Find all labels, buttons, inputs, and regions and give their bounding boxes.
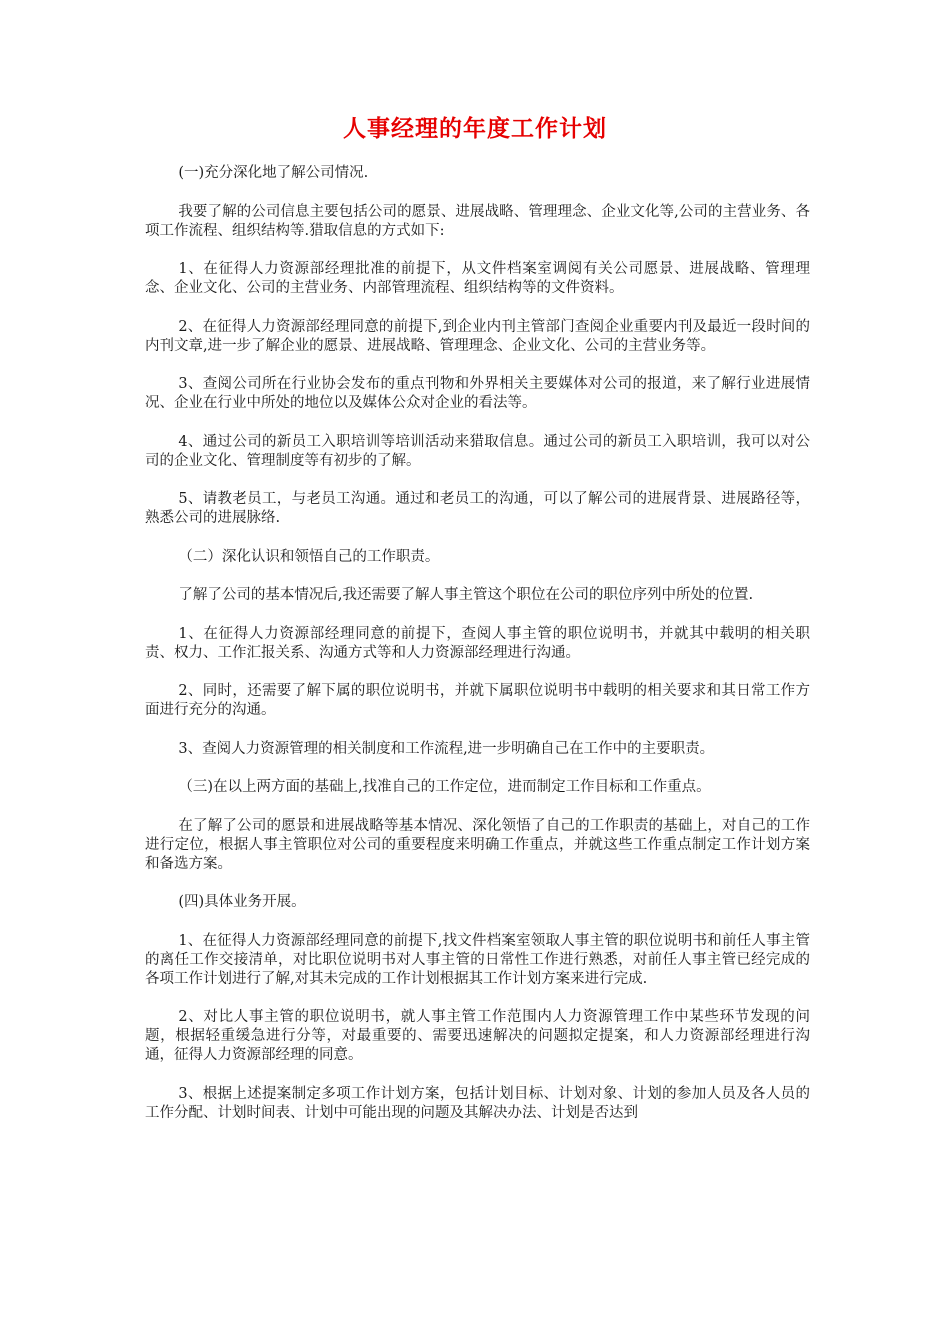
- list-item-paragraph: 4、通过公司的新员工入职培训等培训活动来猎取信息。通过公司的新员工入职培训，我可以对公司的企业文化、管理制度等有初步的了解。: [145, 433, 810, 469]
- section-heading-4: (四)具体业务开展。: [178, 894, 306, 910]
- section-heading-1: (一)充分深化地了解公司情况.: [178, 165, 369, 181]
- list-item-paragraph: 1、在征得人力资源部经理同意的前提下，查阅人事主管的职位说明书，并就其中载明的相关职责、权力、工作汇报关系、沟通方式等和人力资源部经理进行沟通。: [145, 625, 810, 661]
- list-item-paragraph: 3、根据上述提案制定多项工作计划方案，包括计划目标、计划对象、计划的参加人员及各人员的工作分配、计划时间表、计划中可能出现的问题及其解决办法、计划是否达到: [145, 1085, 810, 1121]
- list-item-paragraph: 2、在征得人力资源部经理同意的前提下,到企业内刊主管部门查阅企业重要内刊及最近一段时间的内刊文章,进一步了解企业的愿景、进展战略、管理理念、企业文化、公司的主营业务等。: [145, 318, 810, 354]
- list-item-paragraph: 5、请教老员工，与老员工沟通。通过和老员工的沟通，可以了解公司的进展背景、进展路径等，熟悉公司的进展脉络.: [145, 491, 810, 526]
- paragraph: 了解了公司的基本情况后,我还需要了解人事主管这个职位在公司的职位序列中所处的位置.: [178, 587, 754, 603]
- list-item-paragraph: 3、查阅人力资源管理的相关制度和工作流程,进一步明确自己在工作中的主要职责。: [178, 740, 715, 757]
- paragraph: 在了解了公司的愿景和进展战略等基本情况、深化领悟了自己的工作职责的基础上，对自己的工作进行定位，根据人事主管职位对公司的重要程度来明确工作重点，并就这些工作重点制定工作计划方案和备选方案。: [145, 817, 810, 872]
- list-item-paragraph: 2、同时，还需要了解下属的职位说明书，并就下属职位说明书中载明的相关要求和其日常工作方面进行充分的沟通。: [145, 683, 810, 718]
- document-body: [145, 164, 810, 1142]
- section-heading-2: （二）深化认识和领悟自己的工作职责。: [178, 548, 440, 565]
- section-heading-3: （三)在以上两方面的基础上,找准自己的工作定位，进而制定工作目标和工作重点。: [178, 779, 711, 795]
- paragraph: 我要了解的公司信息主要包括公司的愿景、进展战略、管理理念、企业文化等,公司的主营业务、各项工作流程、组织结构等.猎取信息的方式如下:: [145, 203, 810, 239]
- document-title: 人事经理的年度工作计划: [343, 115, 607, 142]
- list-item-paragraph: 1、在征得人力资源部经理批准的前提下，从文件档案室调阅有关公司愿景、进展战略、管理理念、企业文化、公司的主营业务、内部管理流程、组织结构等的文件资料。: [145, 261, 810, 296]
- list-item-paragraph: 2、对比人事主管的职位说明书，就人事主管工作范围内人力资源管理工作中某些环节发现的问题，根据轻重缓急进行分等，对最重要的、需要迅速解决的问题拟定提案，和人力资源部经理进行沟通，征得人力资源部经理的同意。: [145, 1009, 810, 1063]
- list-item-paragraph: 1、在征得人力资源部经理同意的前提下,找文件档案室领取人事主管的职位说明书和前任人事主管的离任工作交接清单，对比职位说明书对人事主管的日常性工作进行熟悉，对前任人事主管已经完成的各项工作计划进行了解,对其未完成的工作计划根据其工作计划方案来进行完成.: [145, 932, 810, 987]
- list-item-paragraph: 3、查阅公司所在行业协会发布的重点刊物和外界相关主要媒体对公司的报道，来了解行业进展情况、企业在行业中所处的地位以及媒体公众对企业的看法等。: [145, 376, 810, 411]
